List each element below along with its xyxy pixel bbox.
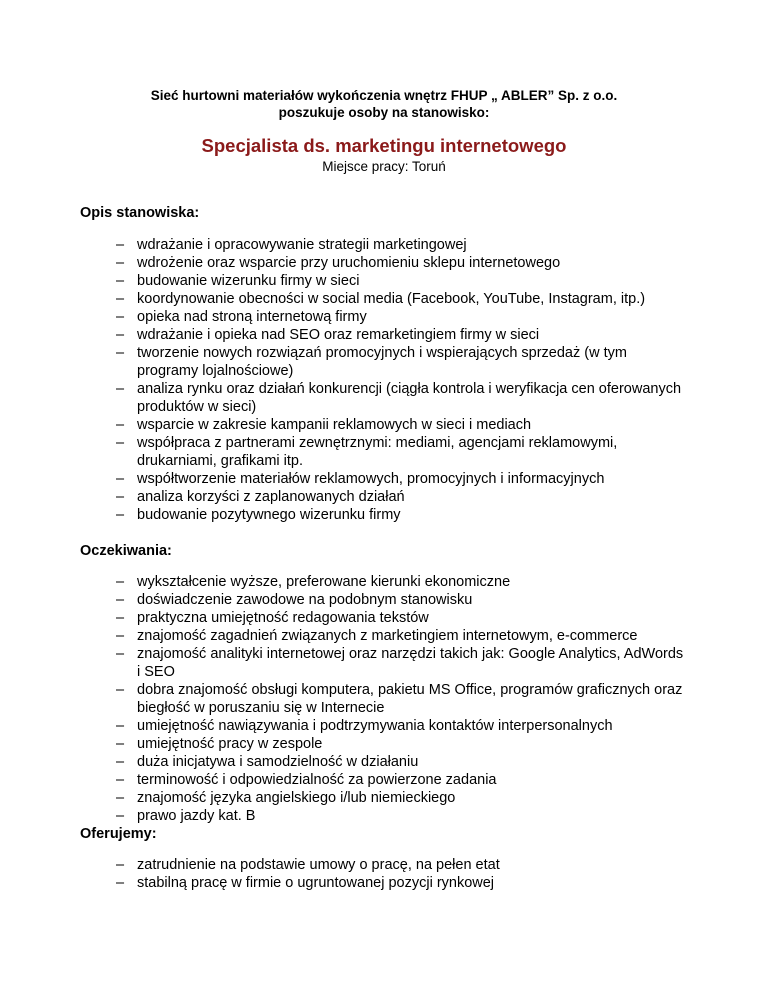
list-item bbox=[0, 470, 768, 488]
list-item bbox=[0, 753, 768, 771]
bullet-dash: – bbox=[116, 417, 125, 433]
list-item-text: znajomość zagadnień związanych z marketingiem internetowym, e-commerce bbox=[137, 628, 638, 644]
list-item bbox=[0, 645, 768, 681]
list-oczekiwania bbox=[0, 573, 768, 825]
list-item bbox=[0, 488, 768, 506]
list-item bbox=[0, 416, 768, 434]
bullet-dash: – bbox=[116, 574, 125, 590]
list-item-text: umiejętność nawiązywania i podtrzymywania kontaktów interpersonalnych bbox=[137, 718, 613, 734]
list-item bbox=[0, 807, 768, 825]
list-item-text: znajomość języka angielskiego i/lub niemieckiego bbox=[137, 790, 456, 806]
list-item bbox=[0, 856, 768, 874]
list-item bbox=[0, 681, 768, 717]
bullet-dash: – bbox=[116, 718, 125, 734]
list-item-text: wdrażanie i opracowywanie strategii marketingowej bbox=[137, 237, 467, 253]
bullet-dash: – bbox=[116, 736, 125, 752]
bullet-dash: – bbox=[116, 327, 125, 343]
list-item bbox=[0, 326, 768, 344]
list-item-text: opieka nad stroną internetową firmy bbox=[137, 309, 367, 325]
list-item bbox=[0, 434, 768, 470]
list-item-text: wdrażanie i opieka nad SEO oraz remarketingiem firmy w sieci bbox=[137, 327, 540, 343]
list-item bbox=[0, 308, 768, 326]
bullet-dash: – bbox=[116, 507, 125, 523]
list-item-text: praktyczna umiejętność redagowania tekstów bbox=[137, 610, 429, 626]
list-item-text: zatrudnienie na podstawie umowy o pracę, na pełen etat bbox=[137, 857, 500, 873]
list-opis bbox=[0, 236, 768, 524]
bullet-dash: – bbox=[116, 682, 125, 698]
list-item bbox=[0, 717, 768, 735]
bullet-dash: – bbox=[116, 309, 125, 325]
bullet-dash: – bbox=[116, 610, 125, 626]
bullet-dash: – bbox=[116, 772, 125, 788]
bullet-dash: – bbox=[116, 592, 125, 608]
list-item-text: tworzenie nowych rozwiązań promocyjnych i wspierających sprzedaż (w tym programy lojalnościowe) bbox=[137, 345, 627, 379]
list-item-text: wykształcenie wyższe, preferowane kierunki ekonomiczne bbox=[137, 574, 511, 590]
list-item-text: koordynowanie obecności w social media (Facebook, YouTube, Instagram, itp.) bbox=[137, 291, 646, 307]
list-item bbox=[0, 272, 768, 290]
list-item bbox=[0, 735, 768, 753]
job-title: Specjalista ds. marketingu internetowego bbox=[201, 135, 567, 156]
job-location: Miejsce pracy: Toruń bbox=[322, 159, 446, 174]
list-item bbox=[0, 874, 768, 892]
list-item-text: budowanie pozytywnego wizerunku firmy bbox=[137, 507, 401, 523]
list-item bbox=[0, 290, 768, 308]
bullet-dash: – bbox=[116, 857, 125, 873]
list-item-text: analiza rynku oraz działań konkurencji (ciągła kontrola i weryfikacja cen oferowanych produktów w sieci) bbox=[137, 381, 682, 415]
list-item-text: współtworzenie materiałów reklamowych, promocyjnych i informacyjnych bbox=[137, 471, 605, 487]
section-heading-oferujemy: Oferujemy: bbox=[80, 826, 157, 842]
bullet-dash: – bbox=[116, 255, 125, 271]
bullet-dash: – bbox=[116, 273, 125, 289]
bullet-dash: – bbox=[116, 875, 125, 891]
bullet-dash: – bbox=[116, 435, 125, 451]
list-item-text: prawo jazdy kat. B bbox=[137, 808, 256, 824]
list-item-text: umiejętność pracy w zespole bbox=[137, 736, 323, 752]
list-item-text: wsparcie w zakresie kampanii reklamowych w sieci i mediach bbox=[137, 417, 532, 433]
list-item-text: budowanie wizerunku firmy w sieci bbox=[137, 273, 360, 289]
bullet-dash: – bbox=[116, 237, 125, 253]
section-heading-opis: Opis stanowiska: bbox=[80, 205, 200, 221]
bullet-dash: – bbox=[116, 291, 125, 307]
list-item bbox=[0, 609, 768, 627]
list-item bbox=[0, 254, 768, 272]
list-item-text: analiza korzyści z zaplanowanych działań bbox=[137, 489, 405, 505]
company-line: Sieć hurtowni materiałów wykończenia wnętrz FHUP „ ABLER” Sp. z o.o. bbox=[150, 88, 618, 103]
list-item-text: terminowość i odpowiedzialność za powierzone zadania bbox=[137, 772, 497, 788]
bullet-dash: – bbox=[116, 489, 125, 505]
bullet-dash: – bbox=[116, 628, 125, 644]
list-item bbox=[0, 573, 768, 591]
seeking-line: poszukuje osoby na stanowisko: bbox=[278, 105, 490, 120]
list-item bbox=[0, 506, 768, 524]
list-item bbox=[0, 344, 768, 380]
bullet-dash: – bbox=[116, 808, 125, 824]
list-item bbox=[0, 380, 768, 416]
list-item-text: stabilną pracę w firmie o ugruntowanej pozycji rynkowej bbox=[137, 875, 495, 891]
list-item bbox=[0, 236, 768, 254]
list-item bbox=[0, 591, 768, 609]
list-item bbox=[0, 627, 768, 645]
list-item-text: duża inicjatywa i samodzielność w działaniu bbox=[137, 754, 419, 770]
bullet-dash: – bbox=[116, 790, 125, 806]
list-oferujemy bbox=[0, 856, 768, 892]
bullet-dash: – bbox=[116, 345, 125, 361]
section-heading-oczekiwania: Oczekiwania: bbox=[80, 543, 172, 559]
bullet-dash: – bbox=[116, 754, 125, 770]
bullet-dash: – bbox=[116, 646, 125, 662]
list-item-text: dobra znajomość obsługi komputera, pakietu MS Office, programów graficznych oraz biegłość w poruszaniu się w Internecie bbox=[137, 682, 683, 716]
list-item bbox=[0, 771, 768, 789]
list-item-text: znajomość analityki internetowej oraz narzędzi takich jak: Google Analytics, AdWords i SEO bbox=[137, 646, 684, 680]
list-item-text: współpraca z partnerami zewnętrznymi: mediami, agencjami reklamowymi, drukarniami, grafikami itp. bbox=[137, 435, 618, 469]
bullet-dash: – bbox=[116, 381, 125, 397]
list-item-text: wdrożenie oraz wsparcie przy uruchomieniu sklepu internetowego bbox=[137, 255, 561, 271]
list-item bbox=[0, 789, 768, 807]
list-item-text: doświadczenie zawodowe na podobnym stanowisku bbox=[137, 592, 473, 608]
bullet-dash: – bbox=[116, 471, 125, 487]
